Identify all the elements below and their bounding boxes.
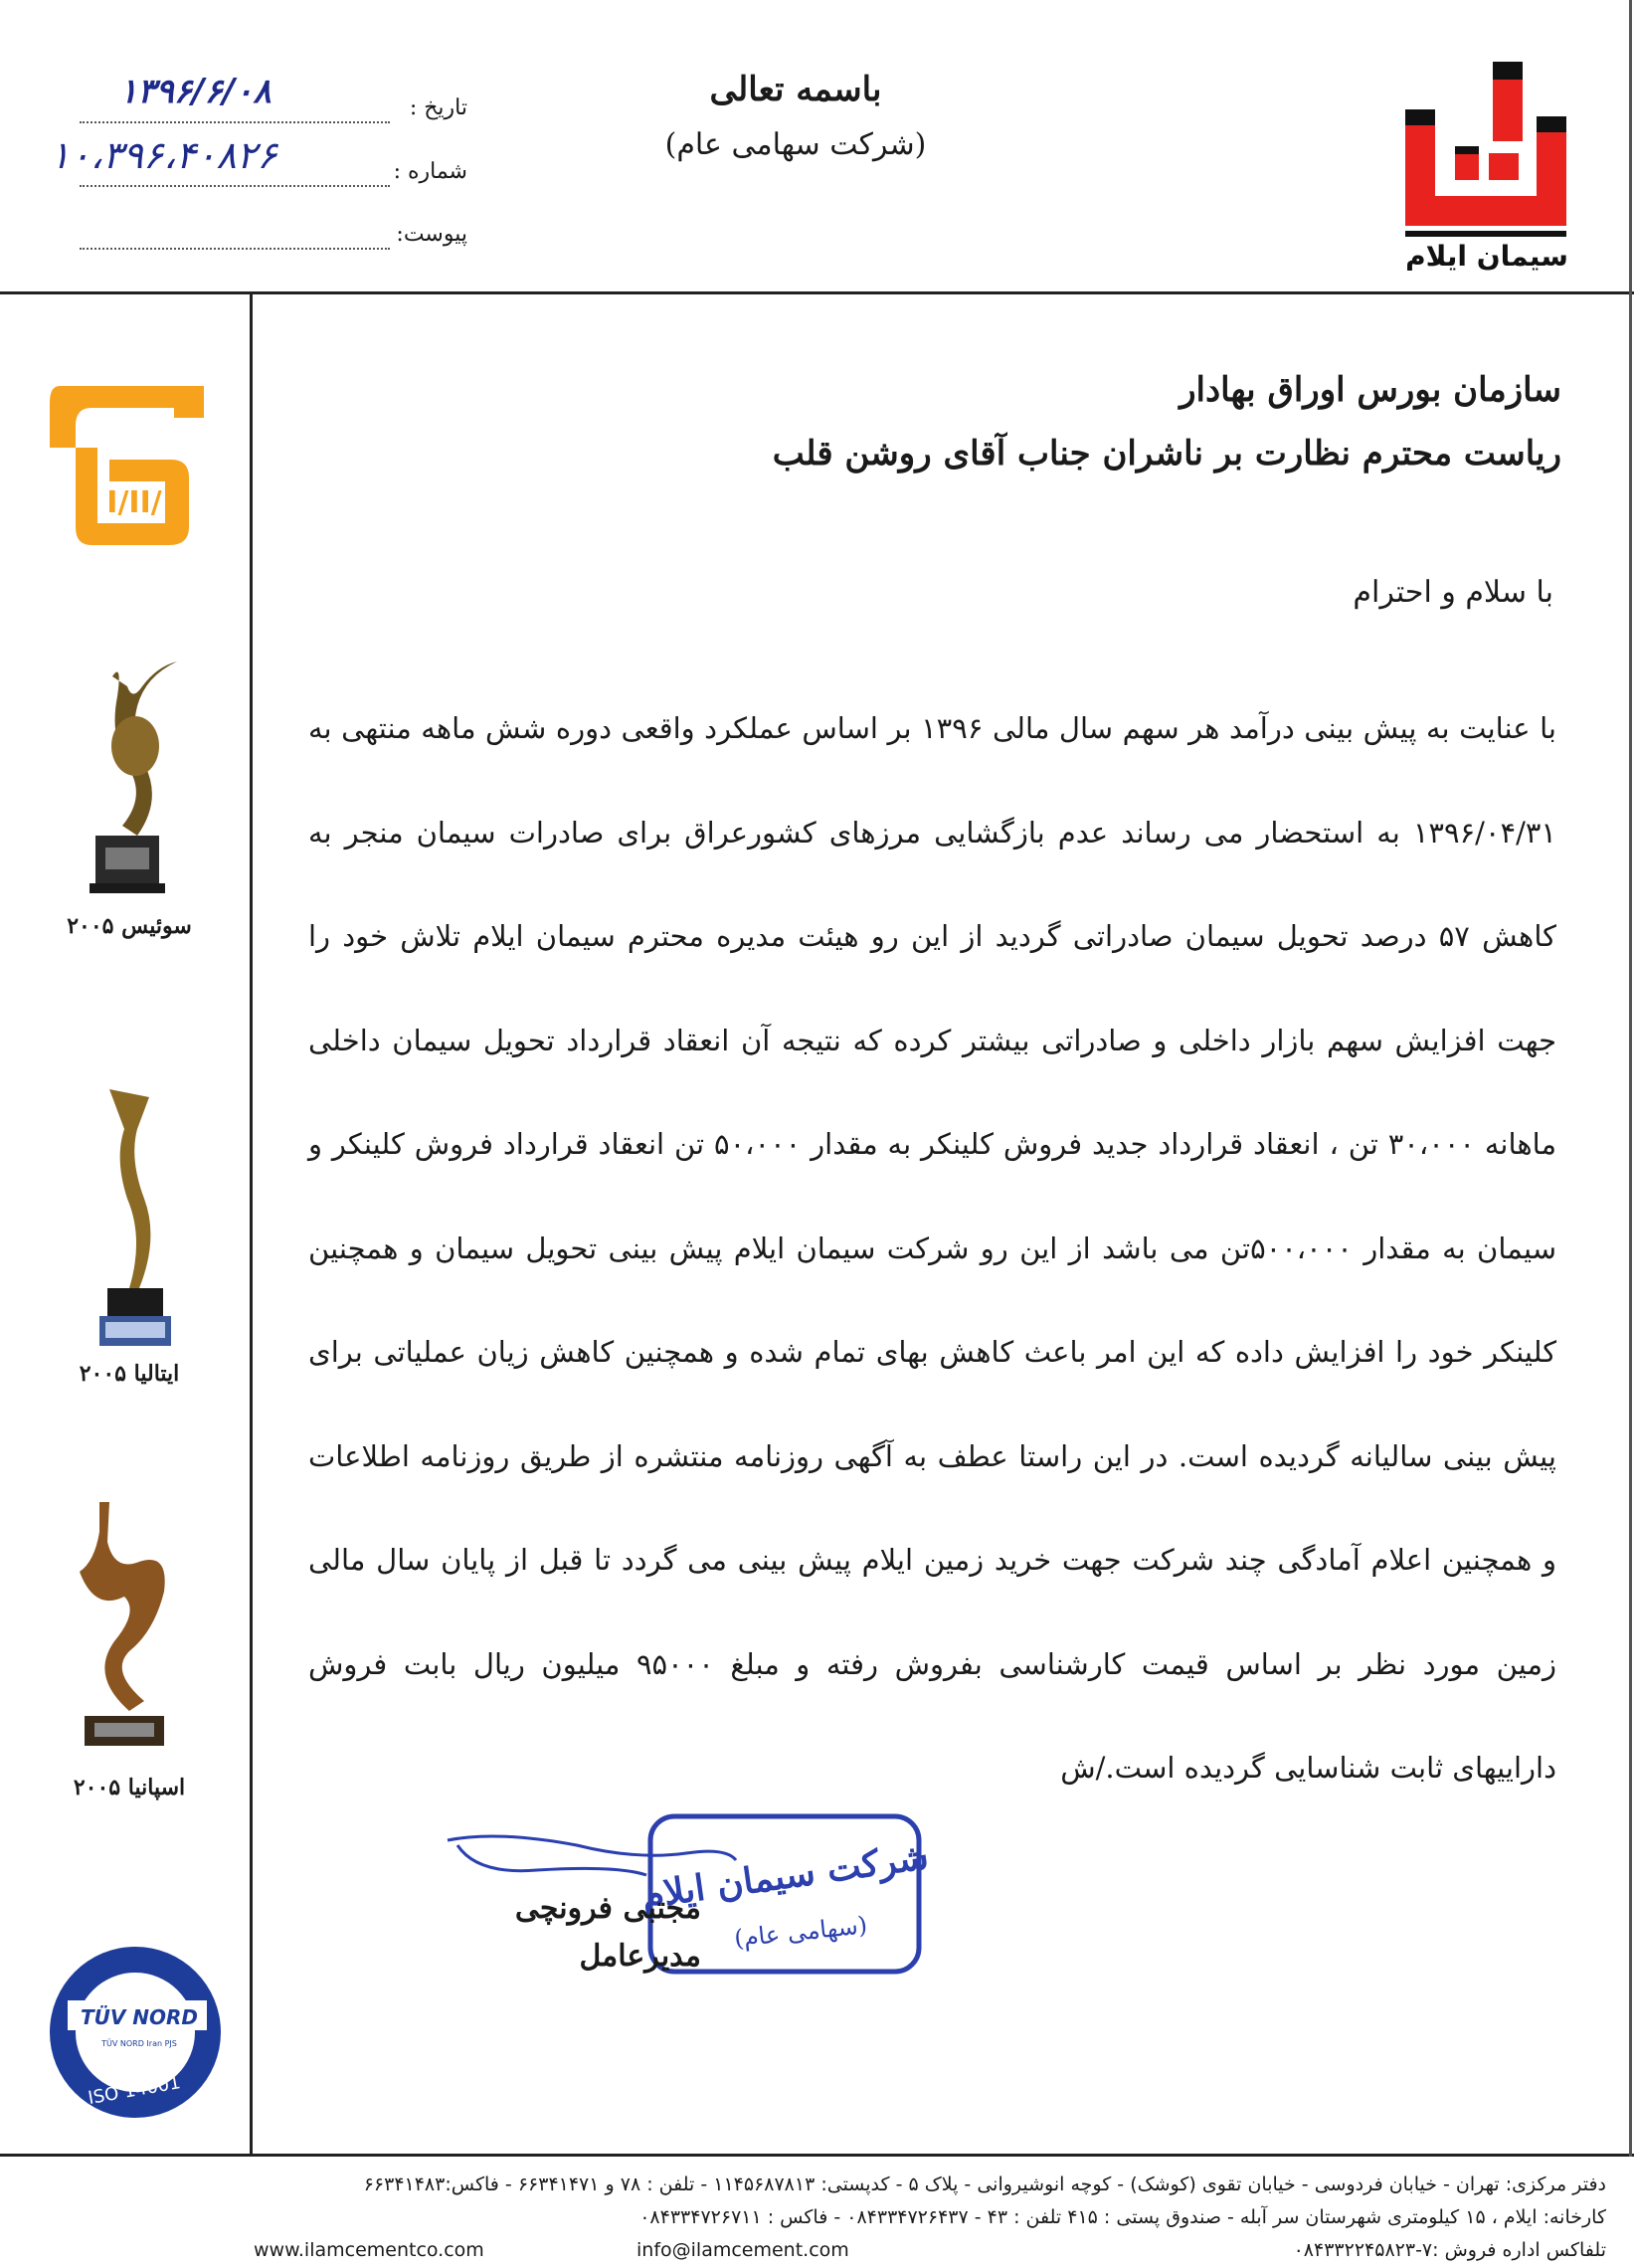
logo-wordmark: سیمان ایلام [1405,240,1568,271]
letter-footer [30,2169,1606,2267]
footer-divider [0,2154,1634,2157]
footer-factory: کارخانه: ایلام ، ۱۵ کیلومتری شهرستان سر آبله - صندوق پستی : ۴۱۵ تلفن : ۴۳ - ۰۸۴۳۳۴۷۲۶۴۳۷ - فاکس : ۰۸۴۳۳۴۷۲۶۷۱۱ [639,2206,1606,2228]
number-field [40,133,467,201]
footer-head-office: دفتر مرکزی: تهران - خیابان فردوسی - خیابان تقوی (کوشک) - کوچه انوشیروانی - پلاک ۵ - کدپستی: ۱۱۴۵۶۸۷۸۱۳ - تلفن : ۷۸ و ۶۶۳۴۱۴۷۱ - فاکس:۶۶۳۴۱۴۸۳ [363,2174,1606,2195]
trophy-icon [70,1502,179,1761]
trophy-icon [90,1089,184,1353]
addressee-block [298,358,1561,485]
addressee-line1: سازمان بورس اوراق بهادار [1180,370,1561,410]
award-label: ایتالیا ۲۰۰۵ [79,1361,180,1387]
footer-sales-phone: تلفاکس اداره فروش :۷-۰۸۴۳۳۲۲۴۵۸۲۳ [1293,2239,1606,2261]
stamp-subtext: (سهامی عام) [732,1911,869,1953]
sidebar-divider [250,291,253,2157]
tuv-brand: TÜV NORD [80,2005,199,2029]
isiri-standard-logo [40,378,219,557]
attachment-label: پیوست: [396,222,467,247]
stamp-text: شرکت سیمان ایلام [642,1835,931,1918]
tuv-sub: TÜV NORD Iran PJS [101,2039,177,2048]
letter-paragraph: با عنایت به پیش بینی درآمد هر سهم سال مالی ۱۳۹۶ بر اساس عملکرد واقعی دوره شش ماهه منتهی به ۱۳۹۶/۰۴/۳۱ به استحضار می رساند عدم بازگشایی مرزهای کشورعراق برای صادرات سیمان منجر به کاهش ۵۷ درصد تحویل سیمان صادراتی گردید از این رو هیئت مدیره محترم سیمان ایلام تلاش خود را جهت افزایش سهم بازار داخلی و صادراتی بیشتر کرده که نتیجه آن انعقاد قرارداد تحویل سیمان داخلی ماهانه ۳۰،۰۰۰ تن ، انعقاد قرارداد جدید فروش کلینکر به مقدار ۵۰،۰۰۰ تن انعقاد قرارداد فروش کلینکر و سیمان به مقدار ۵۰۰،۰۰۰تن می باشد از این رو شرکت سیمان ایلام پیش بینی تحویل سیمان و همچنین کلینکر خود را افزایش داده که این امر باعث کاهش بهای تمام شده و همچنین کاهش زیان عملیاتی برای پیش بینی سالیانه گردیده است. در این راستا عطف به آگهی روزنامه منتشره از طریق روزنامه اطلاعات و همچنین اعلام آمادگی چند شرکت جهت خرید زمین ایلام پیش بینی می گردد تا قبل از پایان سال مالی زمین مورد نظر بر اساس قیمت کارشناسی بفروش رفته و مبلغ ۹۵۰۰۰ میلیون ریال بابت فروش داراییهای ثابت شناسایی گردیده است./ش [308,711,1557,1785]
signer-block [443,1885,701,1981]
tuv-certification-badge [48,1945,223,2120]
basmala: باسمه تعالی [709,70,882,109]
company-type: (شرکت سهامی عام) [664,127,927,162]
number-label: شماره : [393,159,467,184]
svg-text:I/II/: I/II/ [106,485,162,520]
date-label: تاریخ : [409,95,467,120]
company-logo [1397,62,1571,271]
greeting: با سلام و احترام [1353,575,1553,610]
signer-name: مجتبی فرونچی [514,1891,701,1926]
date-field [40,72,467,137]
footer-website[interactable]: www.ilamcementco.com [254,2239,484,2261]
addressee-line2: ریاست محترم نظارت بر ناشران جناب آقای روشن قلب [772,434,1561,473]
trophy-icon [68,657,187,900]
award-label: اسپانیا ۲۰۰۵ [73,1775,186,1800]
header-divider [0,291,1634,294]
number-value: ۱۰،۳۹۶،۴۰۸۲۶ [50,133,277,177]
letterhead-title [597,70,995,162]
iso-label: ISO 14001 [86,2072,183,2110]
signer-title: مدیرعامل [579,1939,701,1974]
date-value: ۱۳۹۶/۶/۰۸ [119,72,272,111]
footer-email[interactable]: info@ilamcement.com [636,2239,849,2261]
attachment-field [40,204,467,264]
letter-body [308,676,1556,1820]
award-label: سوئیس ۲۰۰۵ [67,913,192,939]
page-edge [1629,0,1632,2157]
